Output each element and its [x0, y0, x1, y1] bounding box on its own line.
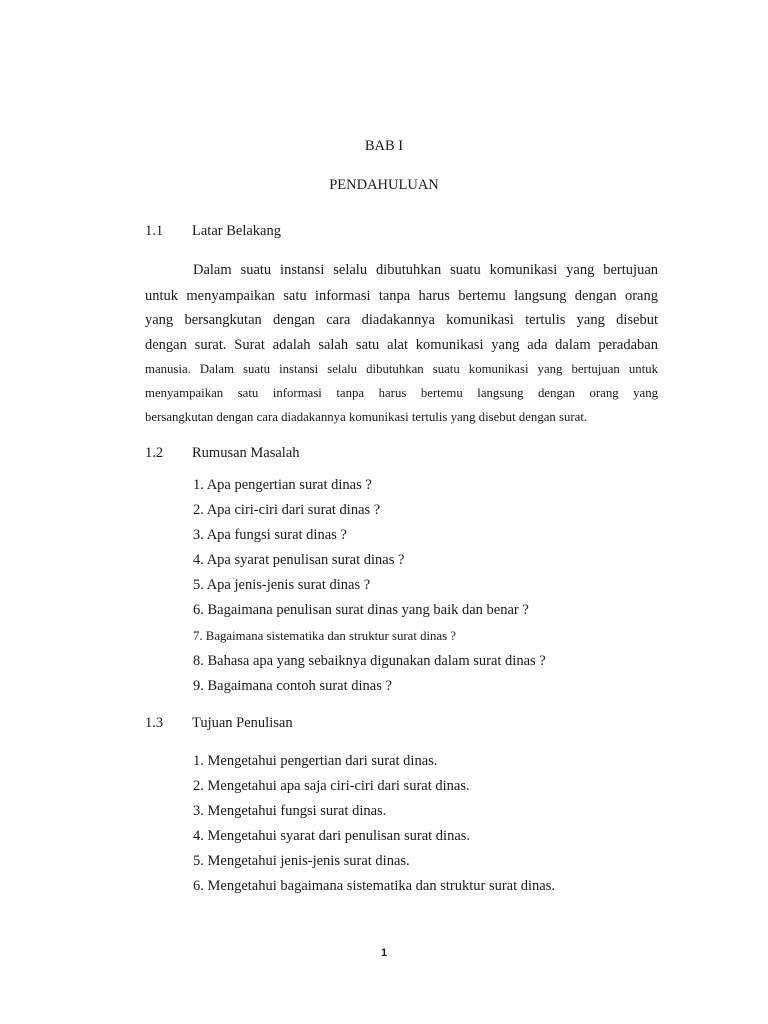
paragraph-line: menyampaikan satu informasi tanpa harus bertemu langsung dengan orang yang	[145, 386, 658, 400]
list-item: 1. Apa pengertian surat dinas ?	[193, 477, 372, 493]
list-item: 6. Bagaimana penulisan surat dinas yang baik dan benar ?	[193, 602, 529, 618]
section-title: Latar Belakang	[192, 223, 281, 239]
paragraph-line: bersangkutan dengan cara diadakannya komunikasi tertulis yang disebut dengan surat.	[145, 410, 588, 424]
list-item: 6. Mengetahui bagaimana sistematika dan struktur surat dinas.	[193, 878, 556, 894]
list-item: 4. Apa syarat penulisan surat dinas ?	[193, 552, 405, 568]
section-title: Tujuan Penulisan	[192, 715, 293, 731]
paragraph-line: Dalam suatu instansi selalu dibutuhkan suatu komunikasi yang bertujuan	[193, 262, 658, 278]
chapter-title: PENDAHULUAN	[329, 177, 439, 193]
list-item: 4. Mengetahui syarat dari penulisan surat dinas.	[193, 828, 471, 844]
list-item: 8. Bahasa apa yang sebaiknya digunakan dalam surat dinas ?	[193, 653, 546, 669]
section-heading-tujuan-penulisan	[145, 714, 293, 732]
section-heading-rumusan-masalah	[145, 444, 300, 462]
list-item: 5. Mengetahui jenis-jenis surat dinas.	[193, 853, 410, 869]
list-item: 9. Bagaimana contoh surat dinas ?	[193, 678, 392, 694]
paragraph-line: untuk menyampaikan satu informasi tanpa harus bertemu langsung dengan orang	[145, 288, 658, 304]
section-heading-latar-belakang	[145, 222, 281, 240]
page-number: 1	[380, 947, 388, 959]
list-item: 2. Apa ciri-ciri dari surat dinas ?	[193, 502, 381, 518]
chapter-label: BAB I	[364, 138, 404, 154]
list-item: 5. Apa jenis-jenis surat dinas ?	[193, 577, 371, 593]
section-title: Rumusan Masalah	[192, 445, 300, 461]
paragraph-line: manusia. Dalam suatu instansi selalu dibutuhkan suatu komunikasi yang bertujuan untuk	[145, 362, 658, 376]
list-item: 1. Mengetahui pengertian dari surat dinas.	[193, 753, 438, 769]
list-item: 7. Bagaimana sistematika dan struktur surat dinas ?	[193, 629, 456, 643]
paragraph-line: yang bersangkutan dengan cara diadakannya komunikasi tertulis yang disebut	[145, 312, 658, 328]
list-item: 3. Mengetahui fungsi surat dinas.	[193, 803, 387, 819]
list-item: 2. Mengetahui apa saja ciri-ciri dari surat dinas.	[193, 778, 470, 794]
paragraph-line: dengan surat. Surat adalah salah satu alat komunikasi yang ada dalam peradaban	[145, 337, 658, 353]
section-number: 1.2	[145, 445, 164, 461]
list-item: 3. Apa fungsi surat dinas ?	[193, 527, 347, 543]
section-number: 1.1	[145, 223, 164, 239]
section-number: 1.3	[145, 715, 164, 731]
